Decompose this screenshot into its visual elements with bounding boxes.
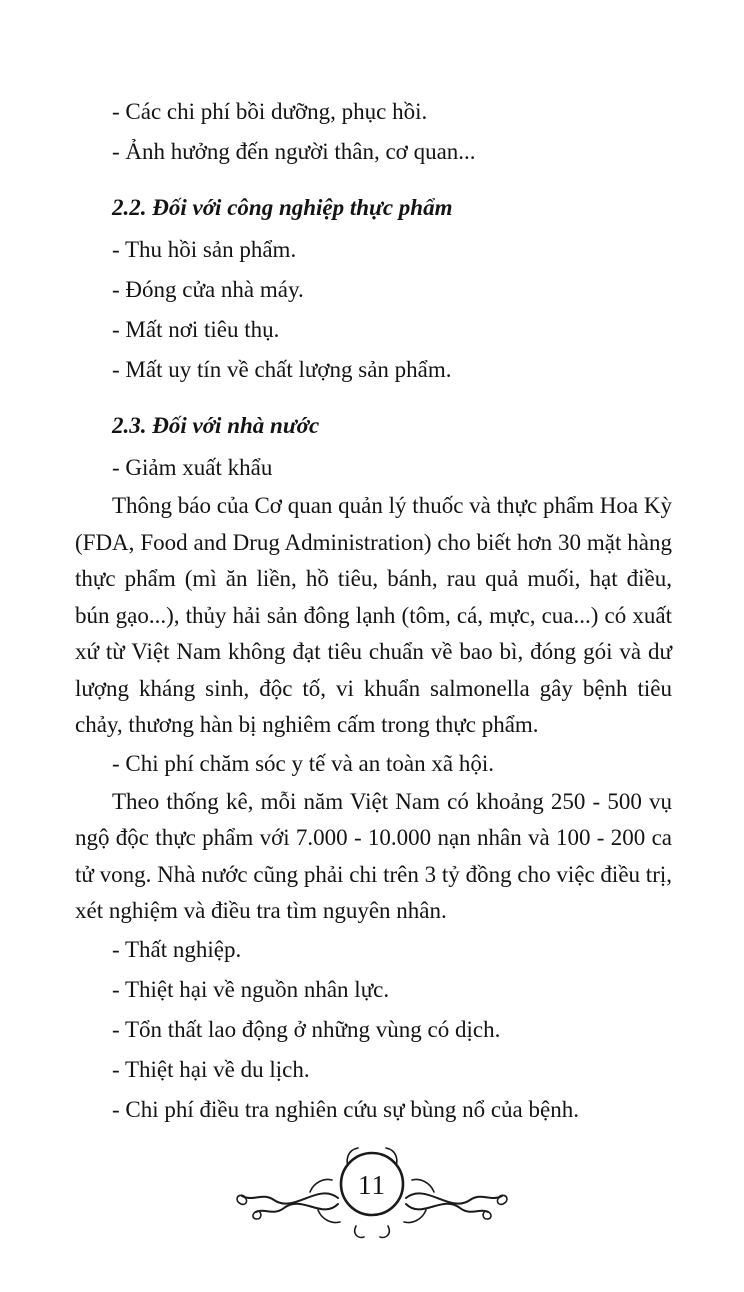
page-footer (0, 1140, 744, 1240)
list-item: - Chi phí điều tra nghiên cứu sự bùng nổ của bệnh. (112, 1096, 579, 1122)
body-paragraph: Theo thống kê, mỗi năm Việt Nam có khoảng 250 - 500 vụ ngộ độc thực phẩm với 7.000 - 10.000 nạn nhân và 100 - 200 ca tử vong. Nhà nước cũng phải chi trên 3 tỷ đồng cho việc điều trị, xét nghiệm và điều tra tìm nguyên nhân. (75, 788, 672, 923)
list-item: - Đóng cửa nhà máy. (112, 277, 304, 302)
list-item: - Mất nơi tiêu thụ. (112, 317, 280, 342)
list-item: - Mất uy tín về chất lượng sản phẩm. (112, 357, 452, 382)
list-item: - Thiệt hại về du lịch. (112, 1056, 310, 1082)
footer-ornament (222, 1140, 522, 1240)
list-item: - Giảm xuất khẩu (112, 455, 273, 480)
list-item: - Chi phí chăm sóc y tế và an toàn xã hội. (112, 750, 494, 776)
section-heading-2-3: 2.3. Đối với nhà nước (112, 413, 320, 438)
section-heading-2-2: 2.2. Đối với công nghiệp thực phẩm (112, 195, 453, 220)
list-item: - Các chi phí bồi dưỡng, phục hồi. (112, 99, 428, 124)
list-item: - Tổn thất lao động ở những vùng có dịch. (112, 1016, 501, 1042)
body-paragraph: Thông báo của Cơ quan quản lý thuốc và thực phẩm Hoa Kỳ (FDA, Food and Drug Administration) cho biết hơn 30 mặt hàng thực phẩm (mì ăn liền, hồ tiêu, bánh, rau quả muối, hạt điều, bún gạo...), thủy hải sản đông lạnh (tôm, cá, mực, cua...) có xuất xứ từ Việt Nam không đạt tiêu chuẩn về bao bì, đóng gói và dư lượng kháng sinh, độc tố, vi khuẩn salmonella gây bệnh tiêu chảy, thương hàn bị nghiêm cấm trong thực phẩm. (75, 493, 672, 737)
list-item: - Ảnh hưởng đến người thân, cơ quan... (112, 139, 476, 164)
page-number: 11 (358, 1170, 386, 1200)
list-item: - Thiệt hại về nguồn nhân lực. (112, 976, 390, 1002)
list-item: - Thất nghiệp. (112, 936, 242, 962)
list-item: - Thu hồi sản phẩm. (112, 237, 297, 262)
